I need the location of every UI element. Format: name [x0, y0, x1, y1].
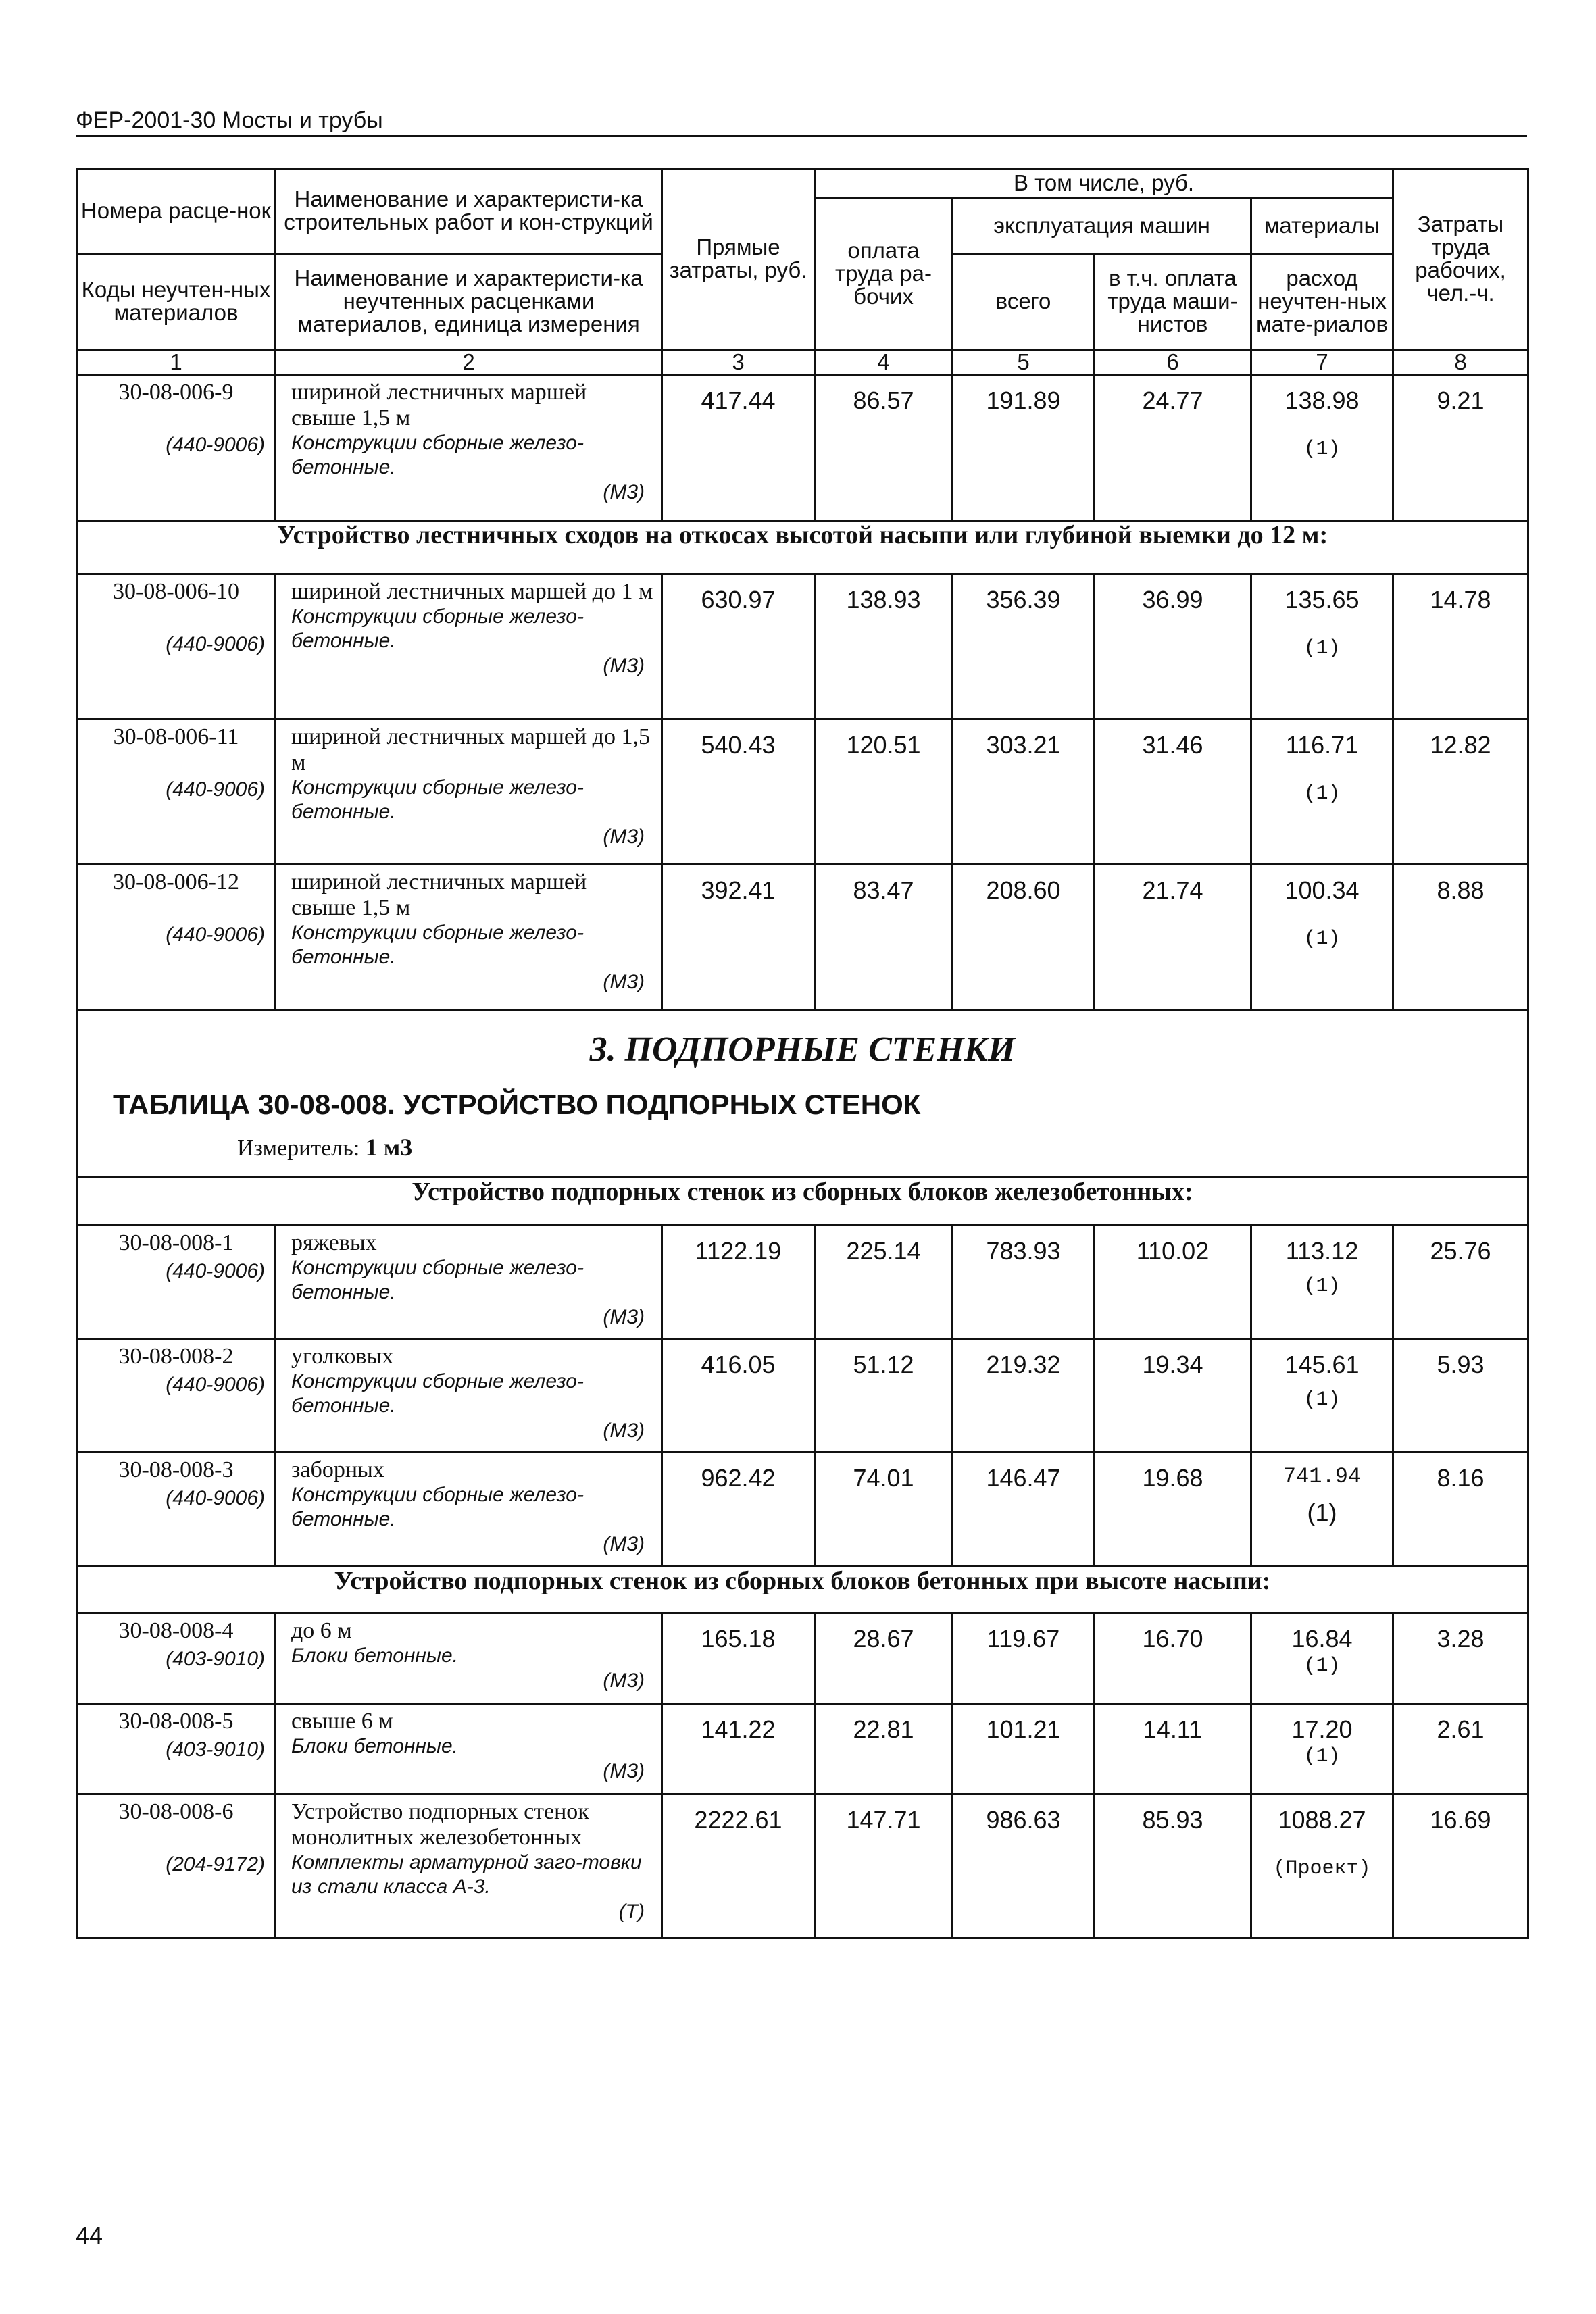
work-name: заборных [291, 1457, 384, 1483]
rate-code: 30-08-008-4 [118, 1617, 234, 1643]
materials-note: (1) [1303, 782, 1341, 805]
materials-note: (1) [1303, 1654, 1341, 1678]
chapter-title: 3. ПОДПОРНЫЕ СТЕНКИ [589, 1030, 1016, 1069]
materials-value: 17.20 [1291, 1715, 1353, 1743]
materials-note: (1) [1307, 1499, 1337, 1527]
direct-costs: 392.41 [662, 864, 815, 1009]
unit: (М3) [603, 970, 645, 993]
col4-header: оплата труда ра-бочих [815, 197, 953, 349]
labor-pay: 74.01 [815, 1453, 953, 1566]
material-name: Конструкции сборные железо-бетонные. [291, 921, 584, 968]
materials-note: (1) [1303, 636, 1341, 660]
materials-note: (1) [1303, 927, 1341, 951]
material-code: (403-9010) [166, 1738, 265, 1761]
material-name: Конструкции сборные железо-бетонные. [291, 1256, 584, 1303]
machinist-pay: 110.02 [1095, 1225, 1251, 1338]
material-code: (403-9010) [166, 1647, 265, 1670]
labor-pay: 28.67 [815, 1613, 953, 1703]
machines-total: 219.32 [953, 1339, 1095, 1453]
labor-pay: 83.47 [815, 864, 953, 1009]
rate-code: 30-08-006-11 [113, 724, 239, 749]
labor-pay: 138.93 [815, 574, 953, 719]
col5-header: всего [953, 253, 1095, 349]
table-row [77, 1225, 1528, 1338]
rate-code: 30-08-006-10 [113, 578, 239, 604]
materials-value: 100.34 [1285, 876, 1360, 904]
machines-total: 191.89 [953, 375, 1095, 520]
group-header: В том числе, руб. [815, 169, 1393, 198]
direct-costs: 2222.61 [662, 1794, 815, 1938]
direct-costs: 630.97 [662, 574, 815, 719]
material-name: Комплекты арматурной заго-товки из стали класса А-3. [291, 1851, 642, 1898]
unit: (М3) [603, 654, 645, 677]
unit: (Т) [618, 1900, 645, 1923]
machines-total: 101.21 [953, 1703, 1095, 1794]
labor-hours: 12.82 [1393, 719, 1528, 864]
materials-note: (1) [1303, 1388, 1341, 1411]
work-name: Устройство подпорных стенок монолитных железобетонных [291, 1799, 589, 1850]
work-name: шириной лестничных маршей свыше 1,5 м [291, 869, 587, 920]
table-row [77, 1453, 1528, 1566]
material-name: Конструкции сборные железо-бетонные. [291, 605, 584, 652]
direct-costs: 540.43 [662, 719, 815, 864]
machines-total: 986.63 [953, 1794, 1095, 1938]
work-name: до 6 м [291, 1617, 352, 1643]
material-code: (440-9006) [166, 434, 265, 457]
material-code: (440-9006) [166, 923, 265, 946]
materials-note: (Проект) [1273, 1857, 1371, 1880]
col-number: 3 [662, 349, 815, 375]
material-name: Конструкции сборные железо-бетонные. [291, 432, 584, 479]
material-name: Конструкции сборные железо-бетонные. [291, 1484, 584, 1531]
labor-hours: 9.21 [1393, 375, 1528, 520]
labor-pay: 22.81 [815, 1703, 953, 1794]
col2-header-top: Наименование и характеристи-ка строительных работ и кон-струкций [276, 169, 662, 254]
measure-label: Измеритель: [237, 1135, 360, 1161]
machines-total: 303.21 [953, 719, 1095, 864]
col-number: 2 [276, 349, 662, 375]
materials-value: 741.94 [1282, 1464, 1362, 1490]
col-number: 1 [77, 349, 276, 375]
unit: (М3) [603, 481, 645, 504]
unit: (М3) [603, 1759, 645, 1782]
machines-total: 119.67 [953, 1613, 1095, 1703]
machinist-pay: 24.77 [1095, 375, 1251, 520]
work-name: свыше 6 м [291, 1708, 393, 1734]
rate-code: 30-08-008-3 [118, 1457, 234, 1483]
unit: (М3) [603, 1419, 645, 1442]
rates-table [76, 168, 1529, 1939]
machinist-pay: 85.93 [1095, 1794, 1251, 1938]
materials-note: (1) [1303, 1744, 1341, 1768]
rate-code: 30-08-006-9 [118, 380, 234, 405]
measure-value: 1 м3 [365, 1133, 413, 1161]
table-row [77, 719, 1528, 864]
unit: (М3) [603, 1533, 645, 1556]
material-name: Блоки бетонные. [291, 1734, 458, 1757]
labor-pay: 86.57 [815, 375, 953, 520]
machines-total: 783.93 [953, 1225, 1095, 1338]
col-number: 5 [953, 349, 1095, 375]
machinist-pay: 16.70 [1095, 1613, 1251, 1703]
rate-code: 30-08-008-5 [118, 1708, 234, 1734]
section-heading: Устройство лестничных сходов на откосах высотой насыпи или глубиной выемки до 12 м: [77, 520, 1528, 574]
material-code: (440-9006) [166, 1374, 265, 1396]
materials-value: 116.71 [1285, 730, 1359, 759]
material-code: (440-9006) [166, 1259, 265, 1282]
unit: (М3) [603, 825, 645, 848]
measure-line [237, 1133, 1527, 1161]
labor-pay: 51.12 [815, 1339, 953, 1453]
material-name: Конструкции сборные железо-бетонные. [291, 776, 584, 823]
page-header: ФЕР-2001-30 Мосты и трубы [76, 107, 1527, 137]
machinist-pay: 36.99 [1095, 574, 1251, 719]
table-row [77, 1794, 1528, 1938]
rate-code: 30-08-008-1 [118, 1230, 234, 1255]
col1-header-top: Номера расце-нок [77, 169, 276, 254]
work-name: уголковых [291, 1344, 394, 1369]
rate-code: 30-08-008-2 [118, 1344, 234, 1369]
table-row [77, 1613, 1528, 1703]
material-code: (440-9006) [166, 778, 265, 801]
col6-header: в т.ч. оплата труда маши-нистов [1095, 253, 1251, 349]
labor-pay: 120.51 [815, 719, 953, 864]
table-row [77, 1703, 1528, 1794]
labor-pay: 225.14 [815, 1225, 953, 1338]
direct-costs: 141.22 [662, 1703, 815, 1794]
col-number: 7 [1251, 349, 1393, 375]
labor-hours: 14.78 [1393, 574, 1528, 719]
page-number: 44 [76, 2221, 103, 2249]
labor-pay: 147.71 [815, 1794, 953, 1938]
table-row [77, 1339, 1528, 1453]
material-code: (204-9172) [166, 1853, 265, 1876]
materials-value: 1088.27 [1278, 1805, 1366, 1834]
direct-costs: 962.42 [662, 1453, 815, 1566]
table-row [77, 864, 1528, 1009]
work-name: шириной лестничных маршей до 1,5 м [291, 724, 650, 775]
machinist-pay: 19.68 [1095, 1453, 1251, 1566]
col-number: 8 [1393, 349, 1528, 375]
table-title: ТАБЛИЦА 30-08-008. УСТРОЙСТВО ПОДПОРНЫХ СТЕНОК [113, 1088, 921, 1120]
col1-header-bottom: Коды неучтен-ных материалов [77, 253, 276, 349]
rate-code: 30-08-006-12 [113, 869, 239, 895]
col3-header: Прямые затраты, руб. [662, 169, 815, 350]
material-code: (440-9006) [166, 1487, 265, 1510]
labor-hours: 25.76 [1393, 1225, 1528, 1338]
material-name: Блоки бетонные. [291, 1644, 458, 1667]
labor-hours: 2.61 [1393, 1703, 1528, 1794]
materials-value: 138.98 [1285, 386, 1360, 415]
machinist-pay: 31.46 [1095, 719, 1251, 864]
direct-costs: 417.44 [662, 375, 815, 520]
chapter-block [77, 1009, 1528, 1177]
section-heading: Устройство подпорных стенок из сборных блоков бетонных при высоте насыпи: [77, 1566, 1528, 1613]
materials-note: (1) [1303, 438, 1341, 461]
labor-hours: 8.16 [1393, 1453, 1528, 1566]
machines-total: 208.60 [953, 864, 1095, 1009]
materials-value: 145.61 [1285, 1351, 1360, 1378]
materials-value: 16.84 [1291, 1624, 1353, 1653]
machines-total: 356.39 [953, 574, 1095, 719]
work-name: ряжевых [291, 1230, 377, 1255]
direct-costs: 165.18 [662, 1613, 815, 1703]
rate-code: 30-08-008-6 [118, 1799, 234, 1824]
col2-header-bottom: Наименование и характеристи-ка неучтенных расценками материалов, единица измерения [276, 253, 662, 349]
machines-total: 146.47 [953, 1453, 1095, 1566]
col-number: 6 [1095, 349, 1251, 375]
work-name: шириной лестничных маршей свыше 1,5 м [291, 380, 587, 431]
materials-value: 113.12 [1285, 1236, 1359, 1265]
machinist-pay: 21.74 [1095, 864, 1251, 1009]
col7-header: расход неучтен-ных мате-риалов [1251, 253, 1393, 349]
unit: (М3) [603, 1305, 645, 1328]
col-number: 4 [815, 349, 953, 375]
table-row [77, 574, 1528, 719]
section-heading: Устройство подпорных стенок из сборных блоков железобетонных: [77, 1177, 1528, 1225]
materials-header: материалы [1251, 197, 1393, 253]
machines-header: эксплуатация машин [953, 197, 1251, 253]
materials-value: 135.65 [1285, 585, 1360, 613]
direct-costs: 416.05 [662, 1339, 815, 1453]
machinist-pay: 14.11 [1095, 1703, 1251, 1794]
material-code: (440-9006) [166, 632, 265, 655]
col8-header: Затраты труда рабочих, чел.-ч. [1393, 169, 1528, 350]
unit: (М3) [603, 1669, 645, 1692]
labor-hours: 8.88 [1393, 864, 1528, 1009]
labor-hours: 3.28 [1393, 1613, 1528, 1703]
direct-costs: 1122.19 [662, 1225, 815, 1338]
labor-hours: 16.69 [1393, 1794, 1528, 1938]
machinist-pay: 19.34 [1095, 1339, 1251, 1453]
work-name: шириной лестничных маршей до 1 м [291, 578, 653, 604]
labor-hours: 5.93 [1393, 1339, 1528, 1453]
table-row [77, 375, 1528, 520]
materials-note: (1) [1303, 1274, 1341, 1298]
material-name: Конструкции сборные железо-бетонные. [291, 1370, 584, 1417]
